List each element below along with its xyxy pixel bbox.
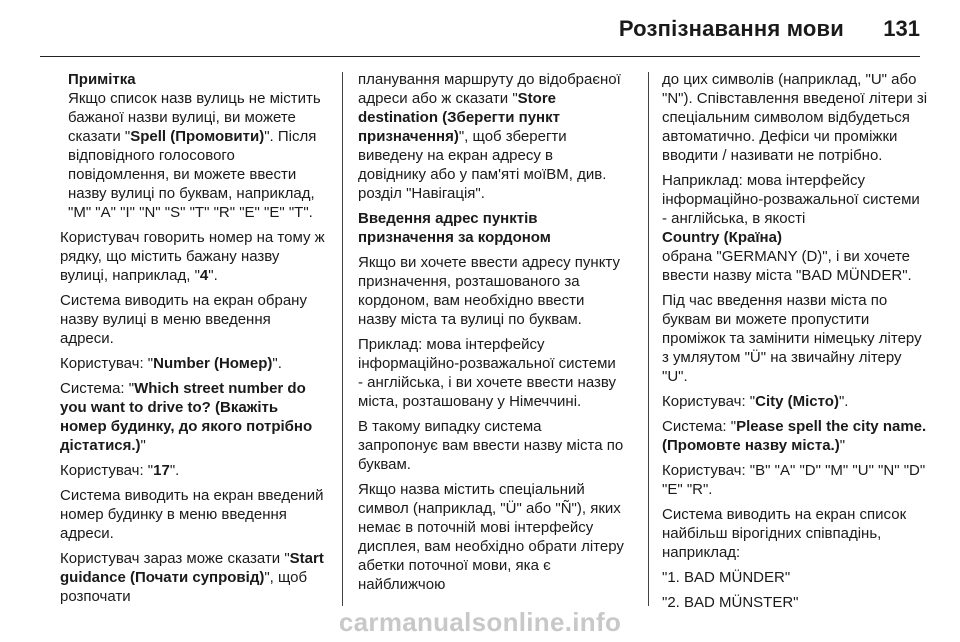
prompt-which-street: Which street number do you want to drive to? (Вкажіть номер будинку, до якого потрібно дістатися.) — [60, 380, 313, 454]
command-number-4: 4 — [199, 267, 209, 284]
prompt-spell-city: Please spell the city name. (Промовте назву міста.) — [662, 418, 927, 454]
column-1 — [60, 70, 326, 608]
header-divider — [40, 56, 920, 57]
paragraph: Користувач говорить номер на тому ж рядку, що містить бажану назву вулиці, наприклад, "4". — [60, 229, 325, 284]
page-title: Розпізнавання мови — [618, 16, 844, 41]
command-start-guidance: Start guidance (Почати супровід) — [60, 550, 324, 586]
paragraph: Система виводить на екран введений номер будинку в меню введення адреси. — [60, 487, 324, 542]
list-item: "1. BAD MÜNDER" — [662, 569, 791, 586]
paragraph: Користувач: "City (Місто)". — [662, 393, 849, 410]
command-country: Country (Країна) — [662, 229, 782, 246]
column-divider — [648, 72, 649, 606]
page-number: 131 — [883, 16, 920, 41]
command-spell: Spell (Промовити) — [130, 128, 265, 145]
list-item: "2. BAD MÜNSTER" — [662, 594, 799, 611]
paragraph: Під час введення назви міста по буквам ви можете пропустити проміжок та замінити німецьку літеру з умляутом "Ü" на звичайну літеру "U". — [662, 292, 922, 385]
paragraph: Система виводить на екран список найбільш вірогідних співпадінь, наприклад: — [662, 506, 907, 561]
paragraph: Якщо ви хочете ввести адресу пункту призначення, розташованого за кордоном, вам необхідно ввести назву міста та вулиці по буквам. — [358, 254, 620, 328]
watermark: carmanualsonline.info — [338, 607, 622, 637]
column-2 — [358, 70, 624, 608]
paragraph: Користувач: "Number (Номер)". — [60, 355, 282, 372]
paragraph: Користувач: "B" "A" "D" "M" "U" "N" "D" "E" "R". — [662, 462, 926, 498]
paragraph: Користувач зараз може сказати "Start guidance (Почати супровід)", щоб розпочати — [60, 550, 324, 605]
paragraph: Приклад: мова інтерфейсу інформаційно-розважальної системи - англійська, і ви хочете ввести назву міста, розташовану у Німеччині. — [358, 336, 617, 410]
paragraph: В такому випадку система запропонує вам ввести назву міста по буквам. — [358, 418, 624, 473]
paragraph: Якщо назва містить спеціальний символ (наприклад, "Ü" або "Ñ"), яких немає в поточній мові інтерфейсу дисплея, вам необхідно обрати літеру абетки поточної мови, яка є найближчою — [358, 481, 624, 593]
column-divider — [342, 72, 343, 606]
command-city: City (Місто) — [755, 393, 839, 410]
paragraph: до цих символів (наприклад, "U" або "N"). Співставлення введеної літери зі спеціальним символом відбудеться автоматично. Дефіси чи проміжки вводити / називати не потрібно. — [662, 71, 928, 164]
note-box — [68, 70, 326, 222]
paragraph: Користувач: "17". — [60, 462, 180, 479]
command-number: Number (Номер) — [153, 355, 273, 372]
paragraph: Система: "Please spell the city name. (Промовте назву міста.)" — [662, 418, 927, 454]
page-header — [0, 0, 960, 64]
command-store-destination: Store destination (Зберегти пункт призначення) — [358, 90, 560, 145]
section-heading: Введення адрес пунктів призначення за кордоном — [358, 210, 551, 246]
paragraph: Система виводить на екран обрану назву вулиці в меню введення адреси. — [60, 292, 307, 347]
paragraph: Система: "Which street number do you want to drive to? (Вкажіть номер будинку, до якого потрібно дістатися.)" — [60, 380, 313, 454]
paragraph: планування маршруту до відобраєної адреси або ж сказати "Store destination (Зберегти пункт призначення)", щоб зберегти виведену на екран адресу в довіднику або у пам'яті моїВМ, див. розділ "Навігація". — [358, 71, 621, 202]
paragraph: Наприклад: мова інтерфейсу інформаційно-розважальної системи - англійська, в якості Country (Країна) обрана "GERMANY (D)", і ви хочете ввести назву міста "BAD MÜNDER". — [662, 172, 920, 284]
note-heading: Примітка — [68, 71, 136, 88]
command-17: 17 — [153, 462, 170, 479]
note-text: Якщо список назв вулиць не містить бажаної назви вулиці, ви можете сказати "Spell (Промовити)". Після відповідного голосового повідомлення, ви можете ввести назву вулиці по буквам, наприклад, "M" "A" "I" "N" "S" "T" "R" "E" "E" "T". — [68, 90, 321, 221]
column-3 — [662, 70, 928, 611]
